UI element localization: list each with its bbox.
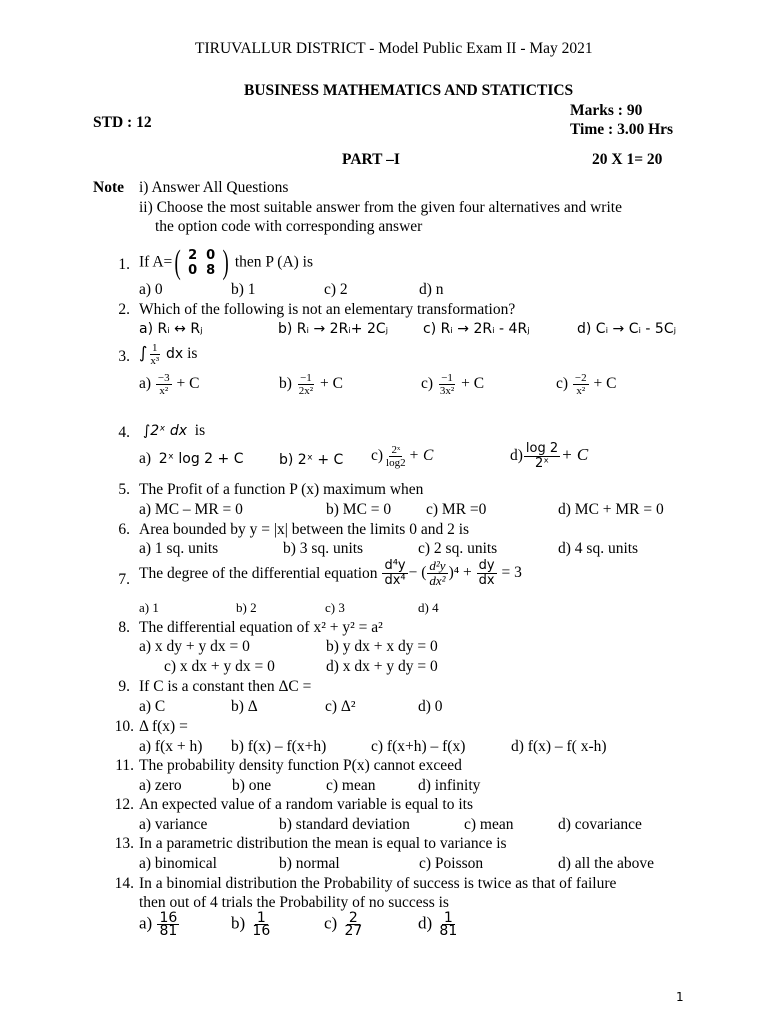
- question-number: 10.: [114, 718, 134, 735]
- q7-option-b: b) 2: [236, 600, 257, 615]
- q3-option-c: c) $\frac{-1}{\text{3x²}}$ + C: [421, 372, 485, 397]
- q11-option-b: b) one: [232, 777, 272, 794]
- q12-option-a: a) variance: [139, 816, 208, 833]
- q4-option-c: c) $\frac{\text{2ˣ}}{\log 2}$ + C: [371, 444, 434, 469]
- question-4: ∫2ˣ dx is: [143, 422, 206, 439]
- q8-option-b: b) y dx + x dy = 0: [326, 638, 438, 655]
- q2-option-c: c) Rᵢ → 2Rᵢ - 4Rⱼ: [423, 321, 530, 337]
- part-marks: 20 X 1= 20: [592, 151, 663, 168]
- note-line-2: ii) Choose the most suitable answer from the given four alternatives and write: [139, 199, 622, 216]
- question-number: 3.: [118, 348, 130, 365]
- question-number: 4.: [118, 424, 130, 441]
- q1-post: then P (A) is: [234, 253, 314, 271]
- question-number: 12.: [114, 796, 134, 813]
- part-heading: PART –I: [342, 151, 400, 168]
- q10-option-b: b) f(x) – f(x+h): [231, 738, 327, 755]
- q1-option-d: d) n: [419, 281, 444, 298]
- q3-option-d: c) $\frac{-2}{\text{x²}}$ + C: [556, 372, 617, 397]
- note-label: Note: [93, 179, 124, 196]
- note-line-3: the option code with corresponding answer: [155, 218, 423, 235]
- subject-title: BUSINESS MATHEMATICS AND STATICTICS: [244, 82, 574, 99]
- q11-option-c: c) mean: [326, 777, 376, 794]
- question-7: The degree of the differential equation $\frac{\text{d⁴y}}{\text{dx⁴}}$ − ( $\frac{\text{d²y}}{\text{dx²}}$ )⁴ + $\frac{dy}{dx}$ = 3: [139, 558, 522, 588]
- q9-option-d: d) 0: [418, 698, 443, 715]
- question-number: 7.: [118, 571, 130, 588]
- q14-option-d: d) $\frac{1}{81}$: [418, 910, 458, 939]
- question-10: Δ f(x) =: [139, 718, 188, 735]
- question-14: In a binomial distribution the Probability of success is twice as that of failure: [139, 875, 617, 892]
- q7-option-a: a) 1: [139, 600, 159, 615]
- q13-option-d: d) all the above: [558, 855, 654, 872]
- q5-option-c: c) MR =0: [426, 501, 487, 518]
- q10-option-c: c) f(x+h) – f(x): [371, 738, 466, 755]
- q3-option-b: b) $\frac{-1}{\text{2x²}}$ + C: [279, 372, 343, 397]
- q11-option-d: d) infinity: [418, 777, 481, 794]
- q2-option-d: d) Cᵢ → Cᵢ - 5Cⱼ: [577, 321, 677, 337]
- q14-option-b: b) $\frac{1}{16}$: [231, 910, 271, 939]
- q9-option-a: a) C: [139, 698, 166, 715]
- q5-option-d: d) MC + MR = 0: [558, 501, 664, 518]
- question-5: The Profit of a function P (x) maximum when: [139, 481, 424, 498]
- question-8: The differential equation of x² + y² = a²: [139, 619, 383, 636]
- q10-option-d: d) f(x) – f( x-h): [511, 738, 607, 755]
- q14-option-c: c) $\frac{2}{27}$: [324, 910, 363, 939]
- q1-option-a: a) 0: [139, 281, 163, 298]
- q5-option-a: a) MC – MR = 0: [139, 501, 243, 518]
- question-number: 13.: [114, 835, 134, 852]
- question-number: 5.: [118, 481, 130, 498]
- question-9: If C is a constant then ΔC =: [139, 678, 312, 695]
- q13-option-c: c) Poisson: [419, 855, 484, 872]
- q2-option-b: b) Rᵢ → 2Rᵢ+ 2Cⱼ: [278, 321, 389, 337]
- q7-option-d: d) 4: [418, 600, 439, 615]
- exam-title: TIRUVALLUR DISTRICT - Model Public Exam II - May 2021: [195, 40, 593, 57]
- question-number: 6.: [118, 521, 130, 538]
- question-number: 11.: [115, 757, 134, 774]
- q12-option-c: c) mean: [464, 816, 514, 833]
- question-13: In a parametric distribution the mean is equal to variance is: [139, 835, 507, 852]
- q4-option-b: b) 2ˣ + C: [279, 452, 344, 468]
- q4-option-d: d) $\frac{\log 2}{\text{2ˣ}}$ + C: [510, 441, 589, 471]
- q8-option-a: a) x dy + y dx = 0: [139, 638, 250, 655]
- question-12: An expected value of a random variable is equal to its: [139, 796, 473, 813]
- question-number: 2.: [118, 301, 130, 318]
- question-number: 14.: [114, 875, 134, 892]
- question-1: [139, 246, 313, 280]
- q6-option-a: a) 1 sq. units: [139, 540, 219, 557]
- q10-option-a: a) f(x + h): [139, 738, 203, 755]
- q1-pre: If A=: [139, 253, 173, 271]
- q9-option-c: c) Δ²: [325, 698, 356, 715]
- question-number: 8.: [118, 619, 130, 636]
- matrix-a: ( 2 0 0 8 ): [174, 244, 229, 281]
- q8-option-d: d) x dx + y dy = 0: [326, 658, 438, 675]
- note-line-1: i) Answer All Questions: [139, 179, 289, 196]
- q6-option-c: c) 2 sq. units: [418, 540, 498, 557]
- q8-option-c: c) x dx + y dx = 0: [164, 658, 275, 675]
- q1-option-b: b) 1: [231, 281, 256, 298]
- q4-option-a: a) 2ˣ log 2 + C: [139, 450, 244, 467]
- question-3: ∫ $\frac{1}{\text{x³}}$ dx is: [139, 342, 198, 367]
- time: Time : 3.00 Hrs: [570, 121, 674, 138]
- q9-option-b: b) Δ: [231, 698, 258, 715]
- question-2: Which of the following is not an elementary transformation?: [139, 301, 516, 318]
- std: STD : 12: [93, 114, 152, 131]
- q5-option-b: b) MC = 0: [326, 501, 392, 518]
- question-6: Area bounded by y = |x| between the limits 0 and 2 is: [139, 521, 470, 538]
- q12-option-b: b) standard deviation: [279, 816, 410, 833]
- q13-option-b: b) normal: [279, 855, 340, 872]
- q2-option-a: a) Rᵢ ↔ Rⱼ: [139, 321, 203, 337]
- page-number: 1: [676, 990, 684, 1004]
- q11-option-a: a) zero: [139, 777, 182, 794]
- question-number: 9.: [118, 678, 130, 695]
- q6-option-b: b) 3 sq. units: [283, 540, 364, 557]
- marks: Marks : 90: [570, 102, 643, 119]
- q14-option-a: a) $\frac{16}{81}$: [139, 910, 178, 939]
- question-14-line-2: then out of 4 trials the Probability of no success is: [139, 894, 449, 911]
- question-number: 1.: [118, 256, 130, 273]
- question-11: The probability density function P(x) cannot exceed: [139, 757, 462, 774]
- q13-option-a: a) binomical: [139, 855, 217, 872]
- q12-option-d: d) covariance: [558, 816, 642, 833]
- q1-option-c: c) 2: [324, 281, 348, 298]
- q6-option-d: d) 4 sq. units: [558, 540, 639, 557]
- q3-option-a: a) $\frac{-3}{\text{x²}}$ + C: [139, 372, 200, 397]
- q7-option-c: c) 3: [325, 600, 345, 615]
